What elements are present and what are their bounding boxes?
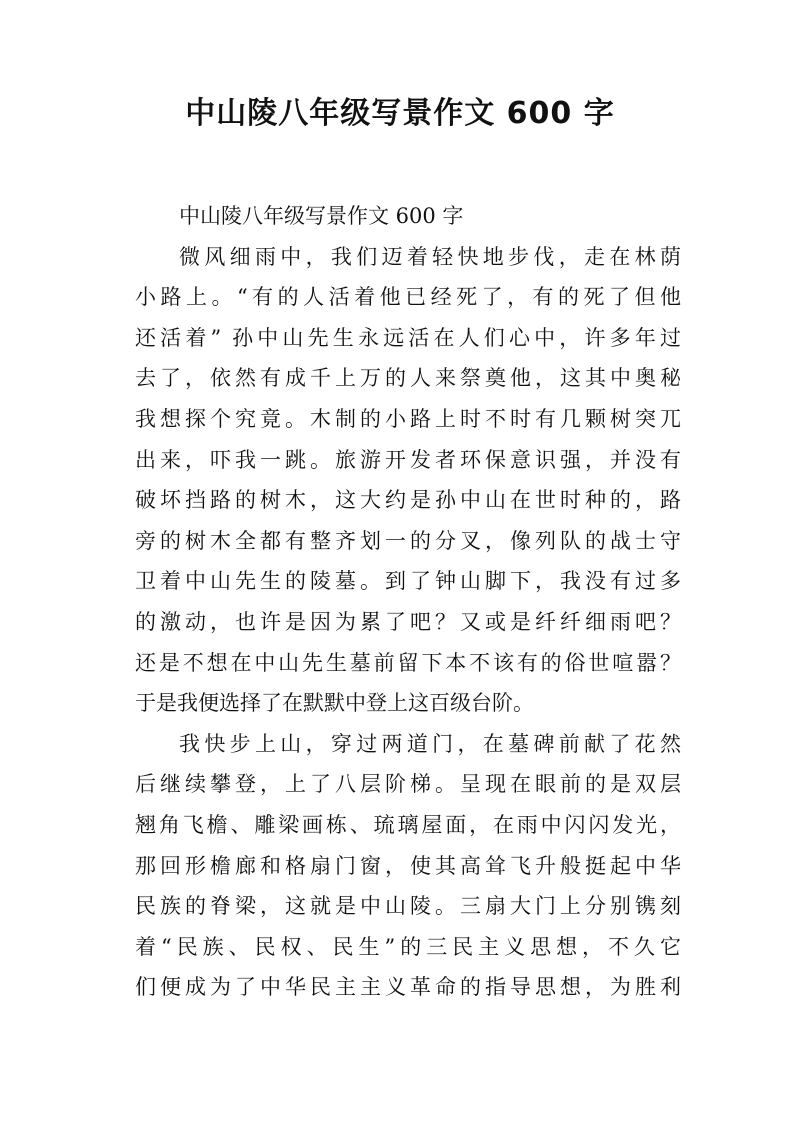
paragraph-1-line: 的激动，也许是因为累了吧？又或是纤纤细雨吧？: [135, 609, 681, 634]
paragraph-2-line: 翘角飞檐、雕梁画栋、琉璃屋面，在雨中闪闪发光，: [135, 812, 681, 837]
paragraph-1-line: 出来，吓我一跳。旅游开发者环保意识强，并没有: [135, 447, 681, 472]
paragraph-2-line: 民族的脊梁，这就是中山陵。三扇大门上分别镌刻: [135, 894, 681, 919]
paragraph-2-line: 那回形檐廊和格扇门窗，使其高耸飞升般挺起中华: [135, 853, 681, 878]
paragraph-2-line: 我快步上山，穿过两道门，在墓碑前献了花然: [179, 731, 681, 756]
document-title: 中山陵八年级写景作文 600 字: [185, 96, 615, 131]
paragraph-1-line: 小路上。“有的人活着他已经死了，有的死了但他: [135, 285, 681, 310]
paragraph-2-line: 们便成为了中华民主主义革命的指导思想，为胜利: [135, 975, 681, 1000]
paragraph-1-line: 卫着中山先生的陵墓。到了钟山脚下，我没有过多: [135, 569, 681, 594]
paragraph-1-line: 微风细雨中，我们迈着轻快地步伐，走在林荫: [179, 244, 681, 269]
paragraph-2-line: 着“民族、民权、民生”的三民主义思想，不久它: [135, 934, 681, 959]
paragraph-1-line: 于是我便选择了在默默中登上这百级台阶。: [135, 691, 534, 716]
document-body: [135, 196, 681, 1008]
paragraph-2-line: 后继续攀登，上了八层阶梯。呈现在眼前的是双层: [135, 772, 681, 797]
paragraph-1-line: 破坏挡路的树木，这大约是孙中山在世时种的，路: [135, 488, 681, 513]
paragraph-1-line: 还活着” 孙中山先生永远活在人们心中，许多年过: [135, 325, 681, 350]
paragraph-1-line: 旁的树木全都有整齐划一的分叉，像列队的战士守: [135, 528, 681, 553]
paragraph-1-line: 还是不想在中山先生墓前留下本不该有的俗世喧嚣？: [135, 650, 681, 675]
document-subtitle: 中山陵八年级写景作文 600 字: [179, 204, 464, 228]
paragraph-1-line: 去了，依然有成千上万的人来祭奠他，这其中奥秘: [135, 366, 681, 391]
paragraph-1-line: 我想探个究竟。木制的小路上时不时有几颗树突兀: [135, 406, 681, 431]
